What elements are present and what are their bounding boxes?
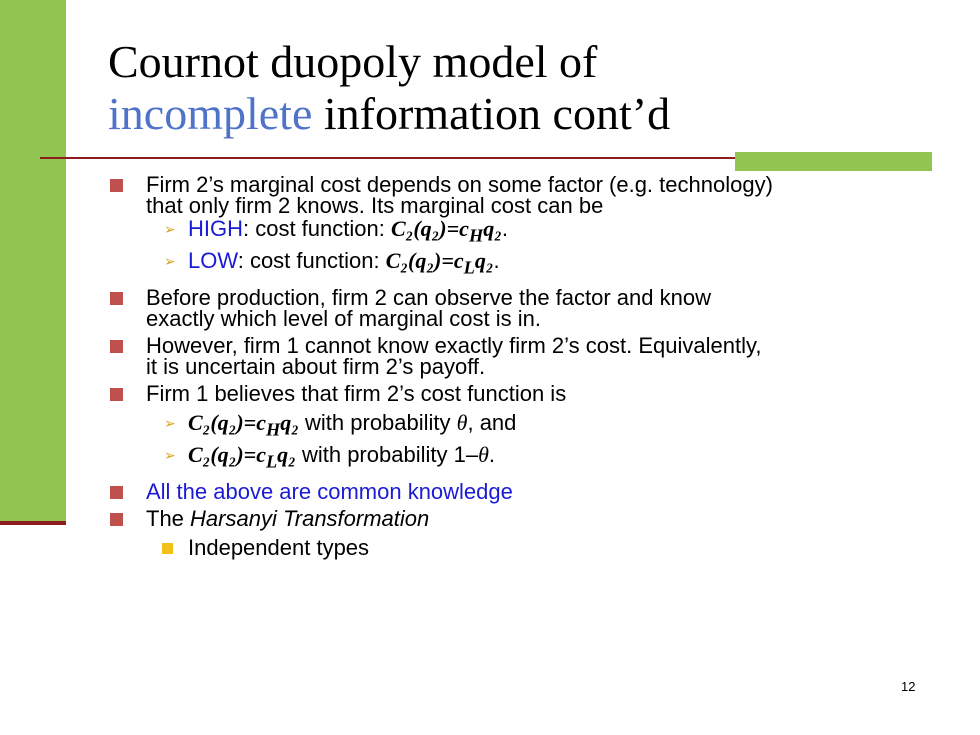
bullet-harsanyi: The Harsanyi Transformation <box>108 508 938 529</box>
arrow-bullet-icon: ➢ <box>164 221 176 237</box>
page-number: 12 <box>901 679 916 694</box>
high-cost-formula: $C_2(q_2)=c_Hq_2$ <box>390 216 502 246</box>
sub-bullet-prob-theta: ➢ $C_2(q_2)=c_Hq_2$ with probability θ, and <box>164 409 517 440</box>
bullet-firm1-beliefs: Firm 1 believes that firm 2’s cost function is <box>108 383 938 404</box>
title-line2-rest: information cont’d <box>312 88 671 139</box>
sub-bullet-low: ➢ LOW: cost function: $C_2(q_2)=c_Lq_2$. <box>164 248 500 278</box>
bullet-before-production: Before production, firm 2 can observe the factor and know exactly which level of marginal cost is in. <box>108 287 938 329</box>
title-accent-bar <box>735 152 932 171</box>
low-cost-formula: $C_2(q_2)=c_Lq_2$ <box>188 442 296 472</box>
arrow-bullet-icon: ➢ <box>164 253 176 270</box>
bullet-marginal-cost: Firm 2’s marginal cost depends on some factor (e.g. technology) that only firm 2 knows. Its marginal cost can be <box>108 174 938 216</box>
square-bullet-icon <box>110 179 123 192</box>
sub-bullet-prob-one-minus-theta: ➢ $C_2(q_2)=c_Lq_2$ with probability 1–θ. <box>164 442 495 472</box>
square-bullet-icon <box>110 292 123 305</box>
arrow-bullet-icon: ➢ <box>164 447 176 464</box>
bullet-firm1-uncertain: However, firm 1 cannot know exactly firm 2’s cost. Equivalently, it is uncertain about firm 2’s payoff. <box>108 335 938 377</box>
title-line1: Cournot duopoly model of <box>108 36 598 87</box>
sub-bullet-independent-types: Independent types <box>108 535 938 561</box>
low-cost-formula: $C_2(q_2)=c_Lq_2$ <box>385 248 494 278</box>
slide-body <box>108 174 938 561</box>
arrow-bullet-icon: ➢ <box>164 414 176 431</box>
square-bullet-icon <box>110 340 123 353</box>
small-square-bullet-icon <box>162 543 173 554</box>
title-highlight: incomplete <box>108 88 313 139</box>
sub-bullet-high: ➢ HIGH: cost function: $C_2(q_2)=c_Hq_2$. <box>164 216 508 246</box>
square-bullet-icon <box>110 513 123 526</box>
left-red-accent <box>0 521 66 525</box>
square-bullet-icon <box>110 388 123 401</box>
high-cost-formula: $C_2(q_2)=c_Hq_2$ <box>188 409 299 440</box>
bullet-common-knowledge: All the above are common knowledge <box>108 481 938 502</box>
square-bullet-icon <box>110 486 123 499</box>
left-green-bar <box>0 0 66 523</box>
slide-title <box>108 36 670 140</box>
